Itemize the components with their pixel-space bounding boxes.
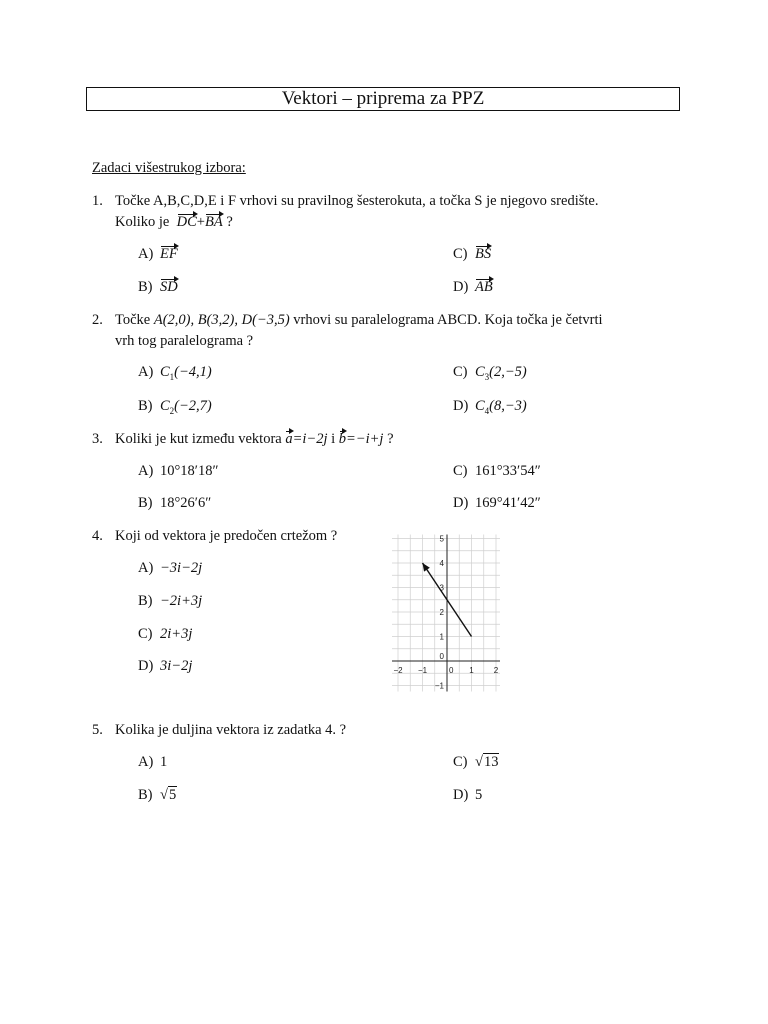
q4-option-a[interactable]: [138, 560, 202, 577]
q2-prefix: Točke: [115, 312, 151, 328]
q1-option-c[interactable]: [453, 246, 491, 263]
q1-plus: +: [196, 214, 205, 230]
q3-number: 3.: [92, 431, 103, 447]
y-tick-label: 4: [439, 559, 444, 568]
option-text: 5: [475, 787, 483, 803]
q3-vector-a: a: [285, 431, 293, 447]
option-point-coords: (−2,7): [174, 398, 212, 414]
option-point-sub: 2: [169, 405, 175, 416]
x-tick-label: −1: [417, 666, 428, 675]
option-text: −2i+3j: [160, 593, 203, 609]
vector-chart: [360, 533, 505, 695]
option-label: B): [138, 593, 153, 609]
option-label: C): [453, 246, 468, 262]
option-text: 169°41′42″: [475, 495, 541, 511]
option-point-coords: (2,−5): [489, 364, 527, 380]
option-label: C): [138, 626, 153, 642]
option-label: A): [138, 463, 154, 479]
q1-number: 1.: [92, 193, 103, 209]
q2-number: 2.: [92, 312, 103, 328]
q1-vector-dc: DC: [176, 214, 197, 230]
option-point-name: C: [475, 364, 485, 380]
q2-text-line1: [115, 312, 603, 329]
option-vector: AB: [475, 279, 493, 295]
q5-number: 5.: [92, 722, 103, 738]
x-tick-label: 2: [493, 666, 499, 675]
q5-option-d[interactable]: [453, 787, 482, 804]
option-vector: BS: [475, 246, 492, 262]
y-tick-label: 1: [439, 632, 444, 642]
q5-option-c[interactable]: [453, 754, 499, 771]
chart-tick-labels: [393, 535, 498, 691]
q2-suffix: vrhovi su paralelograma ABCD. Koja točka je četvrti: [293, 312, 603, 328]
q2-text-line2: vrh tog paralelograma ?: [115, 333, 254, 349]
q3-text: [115, 431, 394, 448]
option-point-sub: 3: [484, 371, 490, 382]
option-text: 10°18′18″: [160, 463, 219, 479]
q4-option-b[interactable]: [138, 593, 202, 610]
option-point-name: C: [160, 398, 170, 414]
q2-option-d[interactable]: [453, 398, 527, 416]
option-label: C): [453, 364, 468, 380]
option-label: B): [138, 787, 153, 803]
option-vector: EF: [160, 246, 178, 262]
option-label: B): [138, 279, 153, 295]
option-point-coords: (8,−3): [489, 398, 527, 414]
q1-suffix: ?: [226, 214, 233, 230]
q3-suffix: ?: [387, 431, 394, 447]
option-point-coords: (−4,1): [174, 364, 212, 380]
x-tick-label: 1: [469, 666, 474, 675]
x-tick-label: −2: [393, 666, 403, 675]
title-text: Vektori – priprema za PPZ: [281, 88, 485, 109]
q5-text: Kolika je duljina vektora iz zadatka 4. ?: [115, 722, 347, 738]
q4-option-d[interactable]: [138, 658, 192, 675]
q3-option-d[interactable]: [453, 495, 541, 512]
option-point-sub: 4: [484, 405, 490, 416]
option-text: 2i+3j: [160, 626, 193, 642]
q4-number: 4.: [92, 528, 103, 544]
option-point-name: C: [475, 398, 485, 414]
option-point-name: C: [160, 364, 170, 380]
option-radicand: 13: [483, 754, 499, 770]
q3-option-b[interactable]: [138, 495, 211, 512]
y-tick-label: 3: [439, 583, 444, 593]
option-label: D): [138, 658, 154, 674]
option-label: B): [138, 398, 153, 414]
option-label: A): [138, 246, 154, 262]
q2-option-a[interactable]: [138, 364, 212, 382]
q2-points: A(2,0), B(3,2), D(−3,5): [153, 312, 290, 328]
q1-vector-ba: BA: [204, 214, 223, 230]
q1-option-a[interactable]: [138, 246, 178, 263]
option-text: −3i−2j: [160, 560, 203, 576]
q1-prefix: Koliko je: [115, 214, 170, 230]
y-tick-label: 5: [439, 534, 444, 544]
x-tick-label: 0: [449, 666, 454, 675]
option-label: D): [453, 787, 469, 803]
option-text: 3i−2j: [160, 658, 193, 674]
q3-vector-b: b: [338, 431, 347, 447]
q5-option-a[interactable]: [138, 754, 167, 771]
option-label: B): [138, 495, 153, 511]
chart-grid: [392, 535, 500, 692]
q5-option-b[interactable]: [138, 787, 177, 804]
q3-option-c[interactable]: [453, 463, 541, 480]
option-text: 1: [160, 754, 168, 770]
q1-text-line1: Točke A,B,C,D,E i F vrhovi su pravilnog šesterokuta, a točka S je njegovo središte.: [115, 193, 599, 209]
option-text: 18°26′6″: [160, 495, 212, 511]
q1-option-b[interactable]: [138, 279, 178, 296]
q2-option-b[interactable]: [138, 398, 212, 416]
option-sqrt: √13: [475, 754, 499, 770]
option-label: A): [138, 560, 154, 576]
q1-text-line2: [115, 214, 233, 231]
q3-prefix: Koliki je kut između vektora: [115, 431, 282, 447]
y-tick-label: 2: [439, 608, 444, 617]
vector-arrowhead: [423, 563, 430, 572]
option-label: D): [453, 495, 469, 511]
q2-option-c[interactable]: [453, 364, 527, 382]
q3-and: i: [331, 431, 336, 447]
option-label: D): [453, 279, 469, 295]
option-label: C): [453, 754, 468, 770]
q1-option-d[interactable]: [453, 279, 493, 296]
q3-vector-a-expr: =i−2j: [292, 431, 328, 447]
section-heading: Zadaci višestrukog izbora:: [92, 160, 246, 176]
q4-text: Koji od vektora je predočen crtežom ?: [115, 528, 338, 544]
q3-option-a[interactable]: [138, 463, 219, 480]
y-tick-label: 0: [439, 652, 444, 661]
option-text: 161°33′54″: [475, 463, 541, 479]
y-tick-label: −1: [434, 681, 444, 691]
option-label: A): [138, 754, 154, 770]
q4-option-c[interactable]: [138, 626, 192, 643]
option-vector: SD: [160, 279, 178, 295]
option-point-sub: 1: [169, 371, 175, 382]
option-label: A): [138, 364, 154, 380]
option-sqrt: √5: [160, 787, 177, 803]
page-title: [86, 87, 680, 111]
q3-vector-b-expr: =−i+j: [346, 431, 384, 447]
option-label: D): [453, 398, 469, 414]
option-label: C): [453, 463, 468, 479]
option-radicand: 5: [168, 787, 177, 803]
